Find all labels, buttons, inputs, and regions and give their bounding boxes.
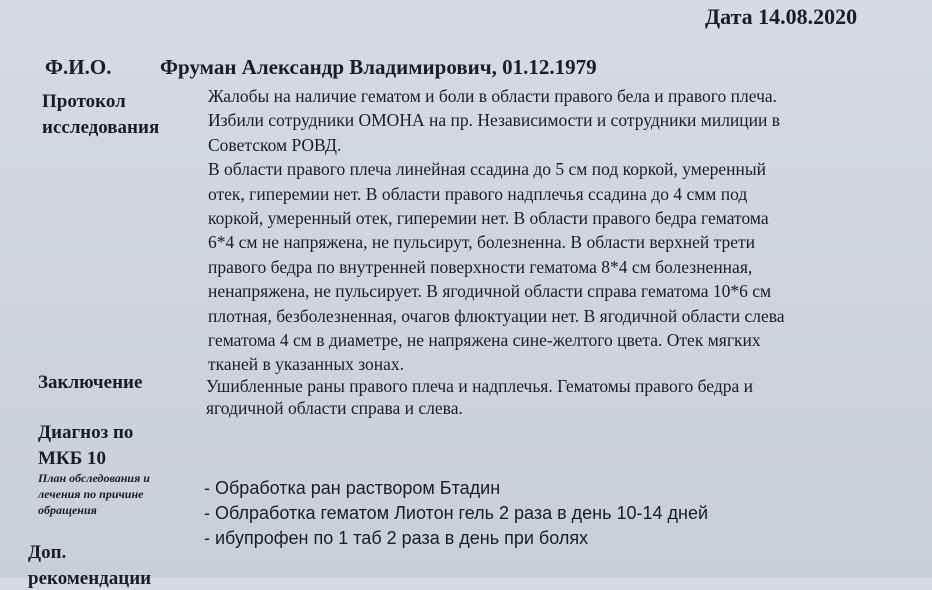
conclusion-line: Ушибленные раны правого плеча и надплечья. Гематомы правого бедра и (206, 376, 753, 396)
conclusion-label: Заключение (38, 372, 143, 393)
plan-line: - Облработка гематом Лиотон гель 2 раза в день 10-14 дней (204, 503, 709, 523)
protocol-line: отек, гиперемии нет. В области правого надплечья ссадина до 4 смм под (208, 183, 748, 204)
recommendations-label: рекомендации (28, 568, 152, 589)
patient-name: Фруман Александр Владимирович, 01.12.1979 (160, 55, 597, 79)
diagnosis-label (38, 420, 133, 472)
plan-label (38, 470, 150, 518)
plan-label-line: лечения по причине (38, 487, 144, 501)
document-date: Дата 14.08.2020 (705, 4, 858, 29)
conclusion-line: ягодичной области справа и слева. (206, 398, 463, 418)
plan-label-line: План обследования и (38, 471, 150, 485)
fio-label: Ф.И.О. (45, 55, 112, 79)
protocol-line: тканей в указанных зонах. (208, 354, 405, 375)
conclusion-text (206, 375, 753, 419)
dop-label: Доп. (28, 542, 67, 563)
protocol-text (208, 84, 785, 377)
diagnosis-label-line: МКБ 10 (38, 448, 107, 469)
protocol-line: плотная, безболезненная, очагов флюктуации нет. В ягодичной области слева (208, 305, 785, 326)
protocol-line: ненапряжена, не пульсирует. В ягодичной области справа гематома 10*6 см (208, 281, 772, 302)
protocol-line: Жалобы на наличие гематом и боли в области правого бела и правого плеча. (208, 86, 778, 106)
protocol-line: В области правого плеча линейная ссадина до 5 см под коркой, умеренный (208, 159, 766, 180)
plan-label-line: обращения (38, 503, 97, 517)
protocol-label-line: Протокол (42, 91, 126, 112)
protocol-label-line: исследования (42, 117, 160, 138)
protocol-line: правого бедра по внутренней поверхности гематома 8*4 см болезненная, (208, 256, 753, 277)
protocol-line: 6*4 см не напряжена, не пульсирут, болезненна. В области верхней трети (208, 232, 756, 253)
plan-text (204, 476, 708, 551)
protocol-line: гематома 4 см в диаметре, не напряжена сине-желтого цвета. Отек мягких (208, 330, 761, 351)
plan-line: - ибупрофен по 1 таб 2 раза в день при болях (204, 528, 589, 548)
protocol-line: Советском РОВД. (208, 134, 342, 155)
protocol-label (42, 89, 159, 141)
protocol-line: Избили сотрудники ОМОНА на пр. Независимости и сотрудники милиции в (208, 110, 781, 131)
protocol-line: коркой, умеренный отек, гиперемии нет. В области правого бедра гематома (208, 208, 769, 229)
diagnosis-label-line: Диагноз по (38, 422, 134, 443)
plan-line: - Обработка ран раствором Бтадин (204, 478, 501, 498)
